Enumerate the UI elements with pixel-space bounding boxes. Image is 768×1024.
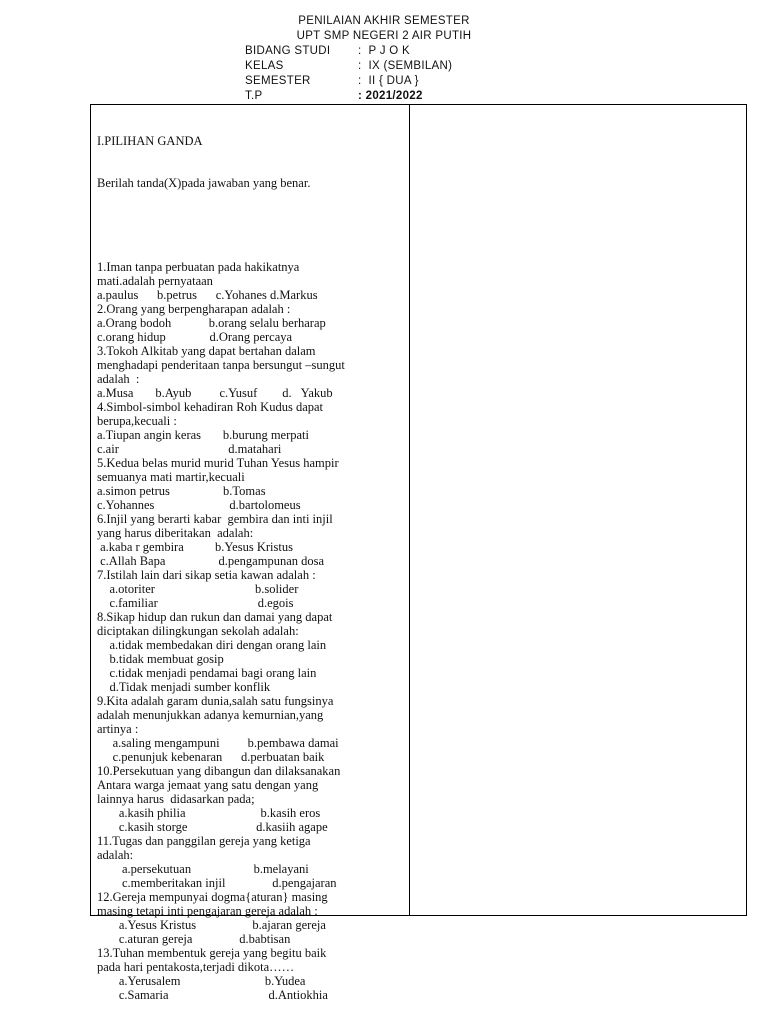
question-text: adalah: [97,848,134,862]
meta-label-semester: SEMESTER [245,75,311,87]
answer-options: a.kaba r gembira b.Yesus Kristus [97,540,293,554]
question-table [90,104,747,1002]
question-text: 1.Iman tanpa perbuatan pada hakikatnya [97,260,300,274]
question-text: yang harus diberitakan adalah: [97,526,254,540]
question-text: Antara warga jemaat yang satu dengan yang [97,778,319,792]
meta-label-class: KELAS [245,60,284,72]
answer-options: a.persekutuan b.melayani [97,862,309,876]
answer-options: b.tidak membuat gosip [97,652,224,666]
question-text: 9.Kita adalah garam dunia,salah satu fungsinya [97,694,334,708]
answer-options: c.Allah Bapa d.pengampunan dosa [97,554,325,568]
question-text: 8.Sikap hidup dan rukun dan damai yang dapat [97,610,333,624]
question-text: pada hari pentakosta,terjadi dikota…… [97,960,295,974]
question-text: 7.Istilah lain dari sikap setia kawan adalah : [97,568,316,582]
answer-column [410,105,746,915]
answer-options: a.Yerusalem b.Yudea [97,974,306,988]
instruction: Berilah tanda(X)pada jawaban yang benar. [97,176,311,190]
answer-options: a.Yesus Kristus b.ajaran gereja [97,918,326,932]
answer-options: a.tidak membedakan diri dengan orang lain [97,638,327,652]
question-text: mati.adalah pernyataan [97,274,213,288]
answer-options: c.aturan gereja d.babtisan [97,932,291,946]
question-text: adalah : [97,372,140,386]
question-text: 4.Simbol-simbol kehadiran Roh Kudus dapat [97,400,324,414]
question-text: adalah menunjukkan adanya kemurnian,yang [97,708,324,722]
question-text: lainnya harus didasarkan pada; [97,792,255,806]
answer-options: a.Musa b.Ayub c.Yusuf d. Yakub [97,386,333,400]
answer-options: c.familiar d.egois [97,596,294,610]
meta-label-subject: BIDANG STUDI [245,45,331,57]
answer-options: a.saling mengampuni b.pembawa damai [97,736,339,750]
answer-options: a.Tiupan angin keras b.burung merpati [97,428,309,442]
answer-options: a.simon petrus b.Tomas [97,484,266,498]
question-text: 5.Kedua belas murid murid Tuhan Yesus hampir [97,456,339,470]
spacer [97,218,402,232]
answer-options: c.Yohannes d.bartolomeus [97,498,301,512]
question-text: masing tetapi inti pengajaran gereja adalah : [97,904,318,918]
question-column [97,106,402,1002]
meta-label-year: T.P [245,90,263,102]
answer-options: a.Orang bodoh b.orang selalu berharap [97,316,326,330]
answer-options: c.penunjuk kebenaran d.perbuatan baik [97,750,325,764]
meta-value-semester: : II { DUA } [358,75,419,87]
answer-options: c.Samaria d.Antiokhia [97,988,328,1002]
question-text: 12.Gereja mempunyai dogma{aturan} masing [97,890,328,904]
answer-options: a.otoriter b.solider [97,582,299,596]
answer-options: c.kasih storge d.kasiih agape [97,820,328,834]
answer-options: a.kasih philia b.kasih eros [97,806,321,820]
question-text: menghadapi penderitaan tanpa bersungut –sungut [97,358,345,372]
question-text: semuanya mati martir,kecuali [97,470,245,484]
question-text: berupa,kecuali : [97,414,177,428]
question-text: 11.Tugas dan panggilan gereja yang ketiga [97,834,311,848]
question-text: 10.Persekutuan yang dibangun dan dilaksanakan [97,764,341,778]
question-text: 13.Tuhan membentuk gereja yang begitu baik [97,946,327,960]
meta-value-year: : 2021/2022 [358,90,423,102]
answer-options: d.Tidak menjadi sumber konflik [97,680,271,694]
meta-value-subject: : P J O K [358,45,410,57]
meta-value-class: : IX (SEMBILAN) [358,60,453,72]
question-text: 2.Orang yang berpengharapan adalah : [97,302,291,316]
question-text: 3.Tokoh Alkitab yang dapat bertahan dalam [97,344,316,358]
question-text: artinya : [97,722,139,736]
section-heading: I.PILIHAN GANDA [97,134,203,148]
answer-options: c.orang hidup d.Orang percaya [97,330,293,344]
exam-title: PENILAIAN AKHIR SEMESTER [298,15,470,27]
question-text: 6.Injil yang berarti kabar gembira dan inti injil [97,512,333,526]
answer-options: c.memberitakan injil d.pengajaran [97,876,337,890]
answer-options: c.tidak menjadi pendamai bagi orang lain [97,666,317,680]
answer-options: a.paulus b.petrus c.Yohanes d.Markus [97,288,318,302]
answer-options: c.air d.matahari [97,442,282,456]
school-name: UPT SMP NEGERI 2 AIR PUTIH [296,30,472,42]
question-text: diciptakan dilingkungan sekolah adalah: [97,624,299,638]
